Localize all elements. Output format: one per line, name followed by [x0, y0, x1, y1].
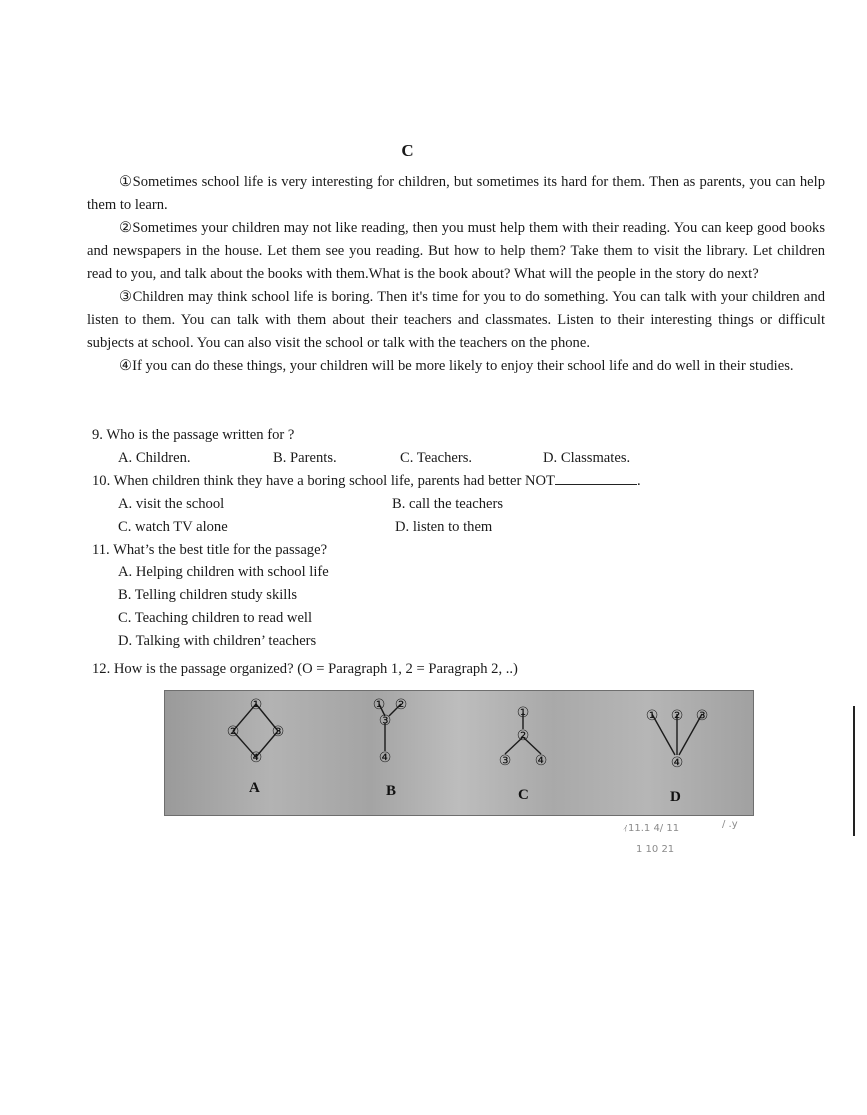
answer-blank[interactable]	[555, 472, 637, 485]
scan-mark-1: ｨ11.1 4/ 11	[623, 823, 680, 834]
diagram-a-node-1: ①	[249, 697, 263, 713]
diagram-d-node-4: ④	[670, 755, 684, 771]
q10-option-d[interactable]: D. listen to them	[395, 519, 493, 535]
page-edge-line	[853, 706, 855, 836]
scan-mark-2: / .y	[722, 819, 738, 830]
diagram-label-a[interactable]: A	[249, 780, 260, 796]
diagram-c-node-1: ①	[516, 705, 530, 721]
reading-passage	[87, 171, 825, 378]
q9-option-d[interactable]: D. Classmates.	[543, 450, 631, 466]
q9-option-c[interactable]: C. Teachers.	[400, 450, 473, 466]
q10-stem-text: 10. When children think they have a boring school life, parents had better NOT	[92, 473, 555, 489]
q10-option-b[interactable]: B. call the teachers	[392, 496, 504, 512]
diagram-d-node-1: ①	[645, 708, 659, 724]
diagram-c-node-3: ③	[498, 753, 512, 769]
diagram-a-node-2: ②	[226, 724, 240, 740]
q11-option-b[interactable]: B. Telling children study skills	[118, 587, 298, 603]
diagram-c-node-2: ②	[516, 728, 530, 744]
q9-option-b[interactable]: B. Parents.	[273, 450, 337, 466]
q10-option-c[interactable]: C. watch TV alone	[118, 519, 228, 535]
diagram-c-node-4: ④	[534, 753, 548, 769]
q10-option-a[interactable]: A. visit the school	[118, 496, 225, 512]
question-9-stem: 9. Who is the passage written for ?	[92, 427, 295, 443]
diagram-d-node-3: ③	[695, 708, 709, 724]
q11-option-d[interactable]: D. Talking with children’ teachers	[118, 633, 317, 649]
diagram-d-node-2: ②	[670, 708, 684, 724]
diagram-label-d[interactable]: D	[670, 789, 681, 805]
question-11-stem: 11. What’s the best title for the passage?	[92, 542, 328, 558]
question-12-stem: 12. How is the passage organized? (O = Paragraph 1, 2 = Paragraph 2, ..)	[92, 661, 518, 677]
question-10-stem	[92, 471, 641, 491]
diagram-b-node-4: ④	[378, 750, 392, 766]
diagram-b-node-1: ①	[372, 697, 386, 713]
paragraph-3: ③Children may think school life is boring. Then it's time for you to do something. You can talk with your children and listen to them. You can talk with them about their teachers and classmates. Listen to their interesting things or difficult subjects at school. You can also visit the school or talk with the teachers on the phone.	[87, 289, 825, 351]
diagram-a-node-4: ④	[249, 750, 263, 766]
q11-option-c[interactable]: C. Teaching children to read well	[118, 610, 313, 626]
diagram-b-node-2: ②	[394, 697, 408, 713]
paragraph-4: ④If you can do these things, your children will be more likely to enjoy their school life and do well in their studies.	[119, 358, 794, 374]
q10-stem-end: .	[636, 473, 641, 489]
structure-diagram-image	[164, 690, 754, 816]
q9-option-a[interactable]: A. Children.	[118, 450, 191, 466]
paragraph-2: ②Sometimes your children may not like reading, then you must help them with their reading. You can keep good books and newspapers in the house. Let them see you reading. But how to help them? Take them to visit the library. Let children read to you, and talk about the books with them.What is the book about? What will the people in the story do next?	[87, 220, 825, 282]
q11-option-a[interactable]: A. Helping children with school life	[118, 564, 329, 580]
diagram-label-b[interactable]: B	[386, 783, 397, 799]
diagram-label-c[interactable]: C	[518, 787, 529, 803]
scan-mark-3: 1 10 21	[636, 844, 675, 855]
diagram-a-node-3: ③	[271, 724, 285, 740]
section-heading: C	[401, 141, 414, 160]
paragraph-1: ①Sometimes school life is very interesting for children, but sometimes its hard for them. Then as parents, you can help them to learn.	[87, 174, 825, 213]
diagram-b-node-3: ③	[378, 713, 392, 729]
